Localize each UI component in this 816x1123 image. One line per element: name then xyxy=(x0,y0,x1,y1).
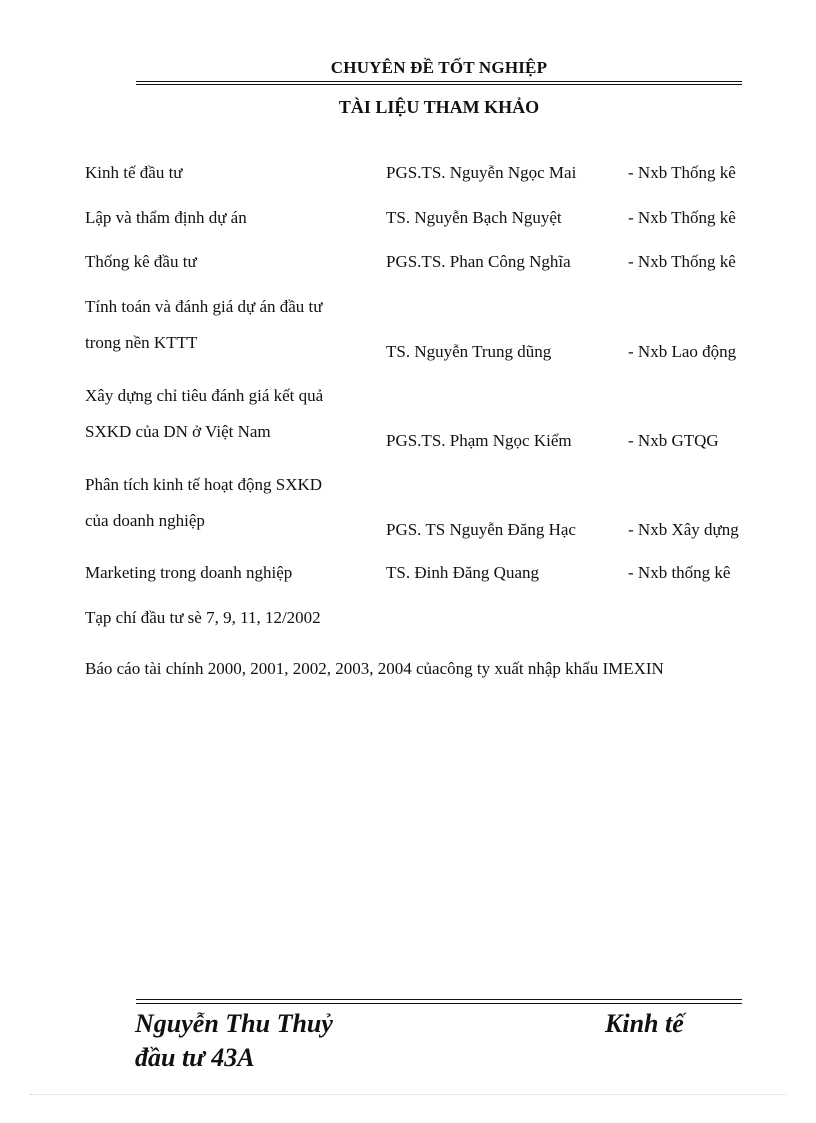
reference-publisher: - Nxb Lao động xyxy=(628,342,737,361)
reference-publisher: - Nxb Thống kê xyxy=(628,252,736,271)
header-rule-thick xyxy=(136,81,742,82)
reference-title-line1: Phân tích kinh tế hoạt động SXKD xyxy=(85,475,323,494)
footer-rule-thick xyxy=(136,1003,742,1004)
reference-author: PGS. TS Nguyễn Đăng Hạc xyxy=(386,520,576,539)
reference-title-line2: trong nền KTTT xyxy=(85,333,198,352)
document-header-title: CHUYÊN ĐỀ TỐT NGHIỆP xyxy=(330,58,548,77)
footer-author-name: Nguyễn Thu Thuỷ xyxy=(135,1009,333,1038)
reference-title-line2: của doanh nghiệp xyxy=(85,511,205,530)
reference-title-line1: Tính toán và đánh giá dự án đầu tư xyxy=(85,297,323,316)
reference-title-line1: Xây dựng chỉ tiêu đánh giá kết quả xyxy=(85,386,324,405)
reference-author: PGS.TS. Phạm Ngọc Kiểm xyxy=(386,431,572,450)
page-bottom-divider xyxy=(30,1094,786,1095)
reference-publisher: - Nxb Thống kê xyxy=(628,163,736,182)
footer-class: đầu tư 43A xyxy=(135,1043,255,1072)
reference-publisher: - Nxb thống kê xyxy=(628,563,731,582)
reference-author: TS. Nguyễn Trung dũng xyxy=(386,342,552,361)
reference-title: Kinh tế đầu tư xyxy=(85,163,183,182)
reference-author: PGS.TS. Nguyễn Ngọc Mai xyxy=(386,163,577,182)
reference-item-financial-reports: Báo cáo tài chính 2000, 2001, 2002, 2003, 2004 củacông ty xuất nhập khẩu IMEXIN xyxy=(85,659,664,678)
reference-title: Thống kê đầu tư xyxy=(85,252,197,271)
reference-title-line2: SXKD của DN ở Việt Nam xyxy=(85,422,271,441)
reference-author: PGS.TS. Phan Công Nghĩa xyxy=(386,252,571,271)
reference-publisher: - Nxb Xây dựng xyxy=(628,520,739,539)
header-rule-thin xyxy=(136,84,742,85)
footer-rule-thin xyxy=(136,999,742,1000)
reference-author: TS. Đinh Đăng Quang xyxy=(386,563,539,582)
reference-author: TS. Nguyễn Bạch Nguyệt xyxy=(386,208,562,227)
reference-title: Marketing trong doanh nghiệp xyxy=(85,563,293,582)
reference-publisher: - Nxb Thống kê xyxy=(628,208,736,227)
footer-specialty: Kinh tế xyxy=(605,1009,684,1038)
reference-publisher: - Nxb GTQG xyxy=(628,431,719,450)
reference-title: Lập và thẩm định dự án xyxy=(85,208,247,227)
references-heading: TÀI LIỆU THAM KHẢO xyxy=(338,97,540,117)
reference-title: Tạp chí đầu tư sè 7, 9, 11, 12/2002 xyxy=(85,608,321,627)
